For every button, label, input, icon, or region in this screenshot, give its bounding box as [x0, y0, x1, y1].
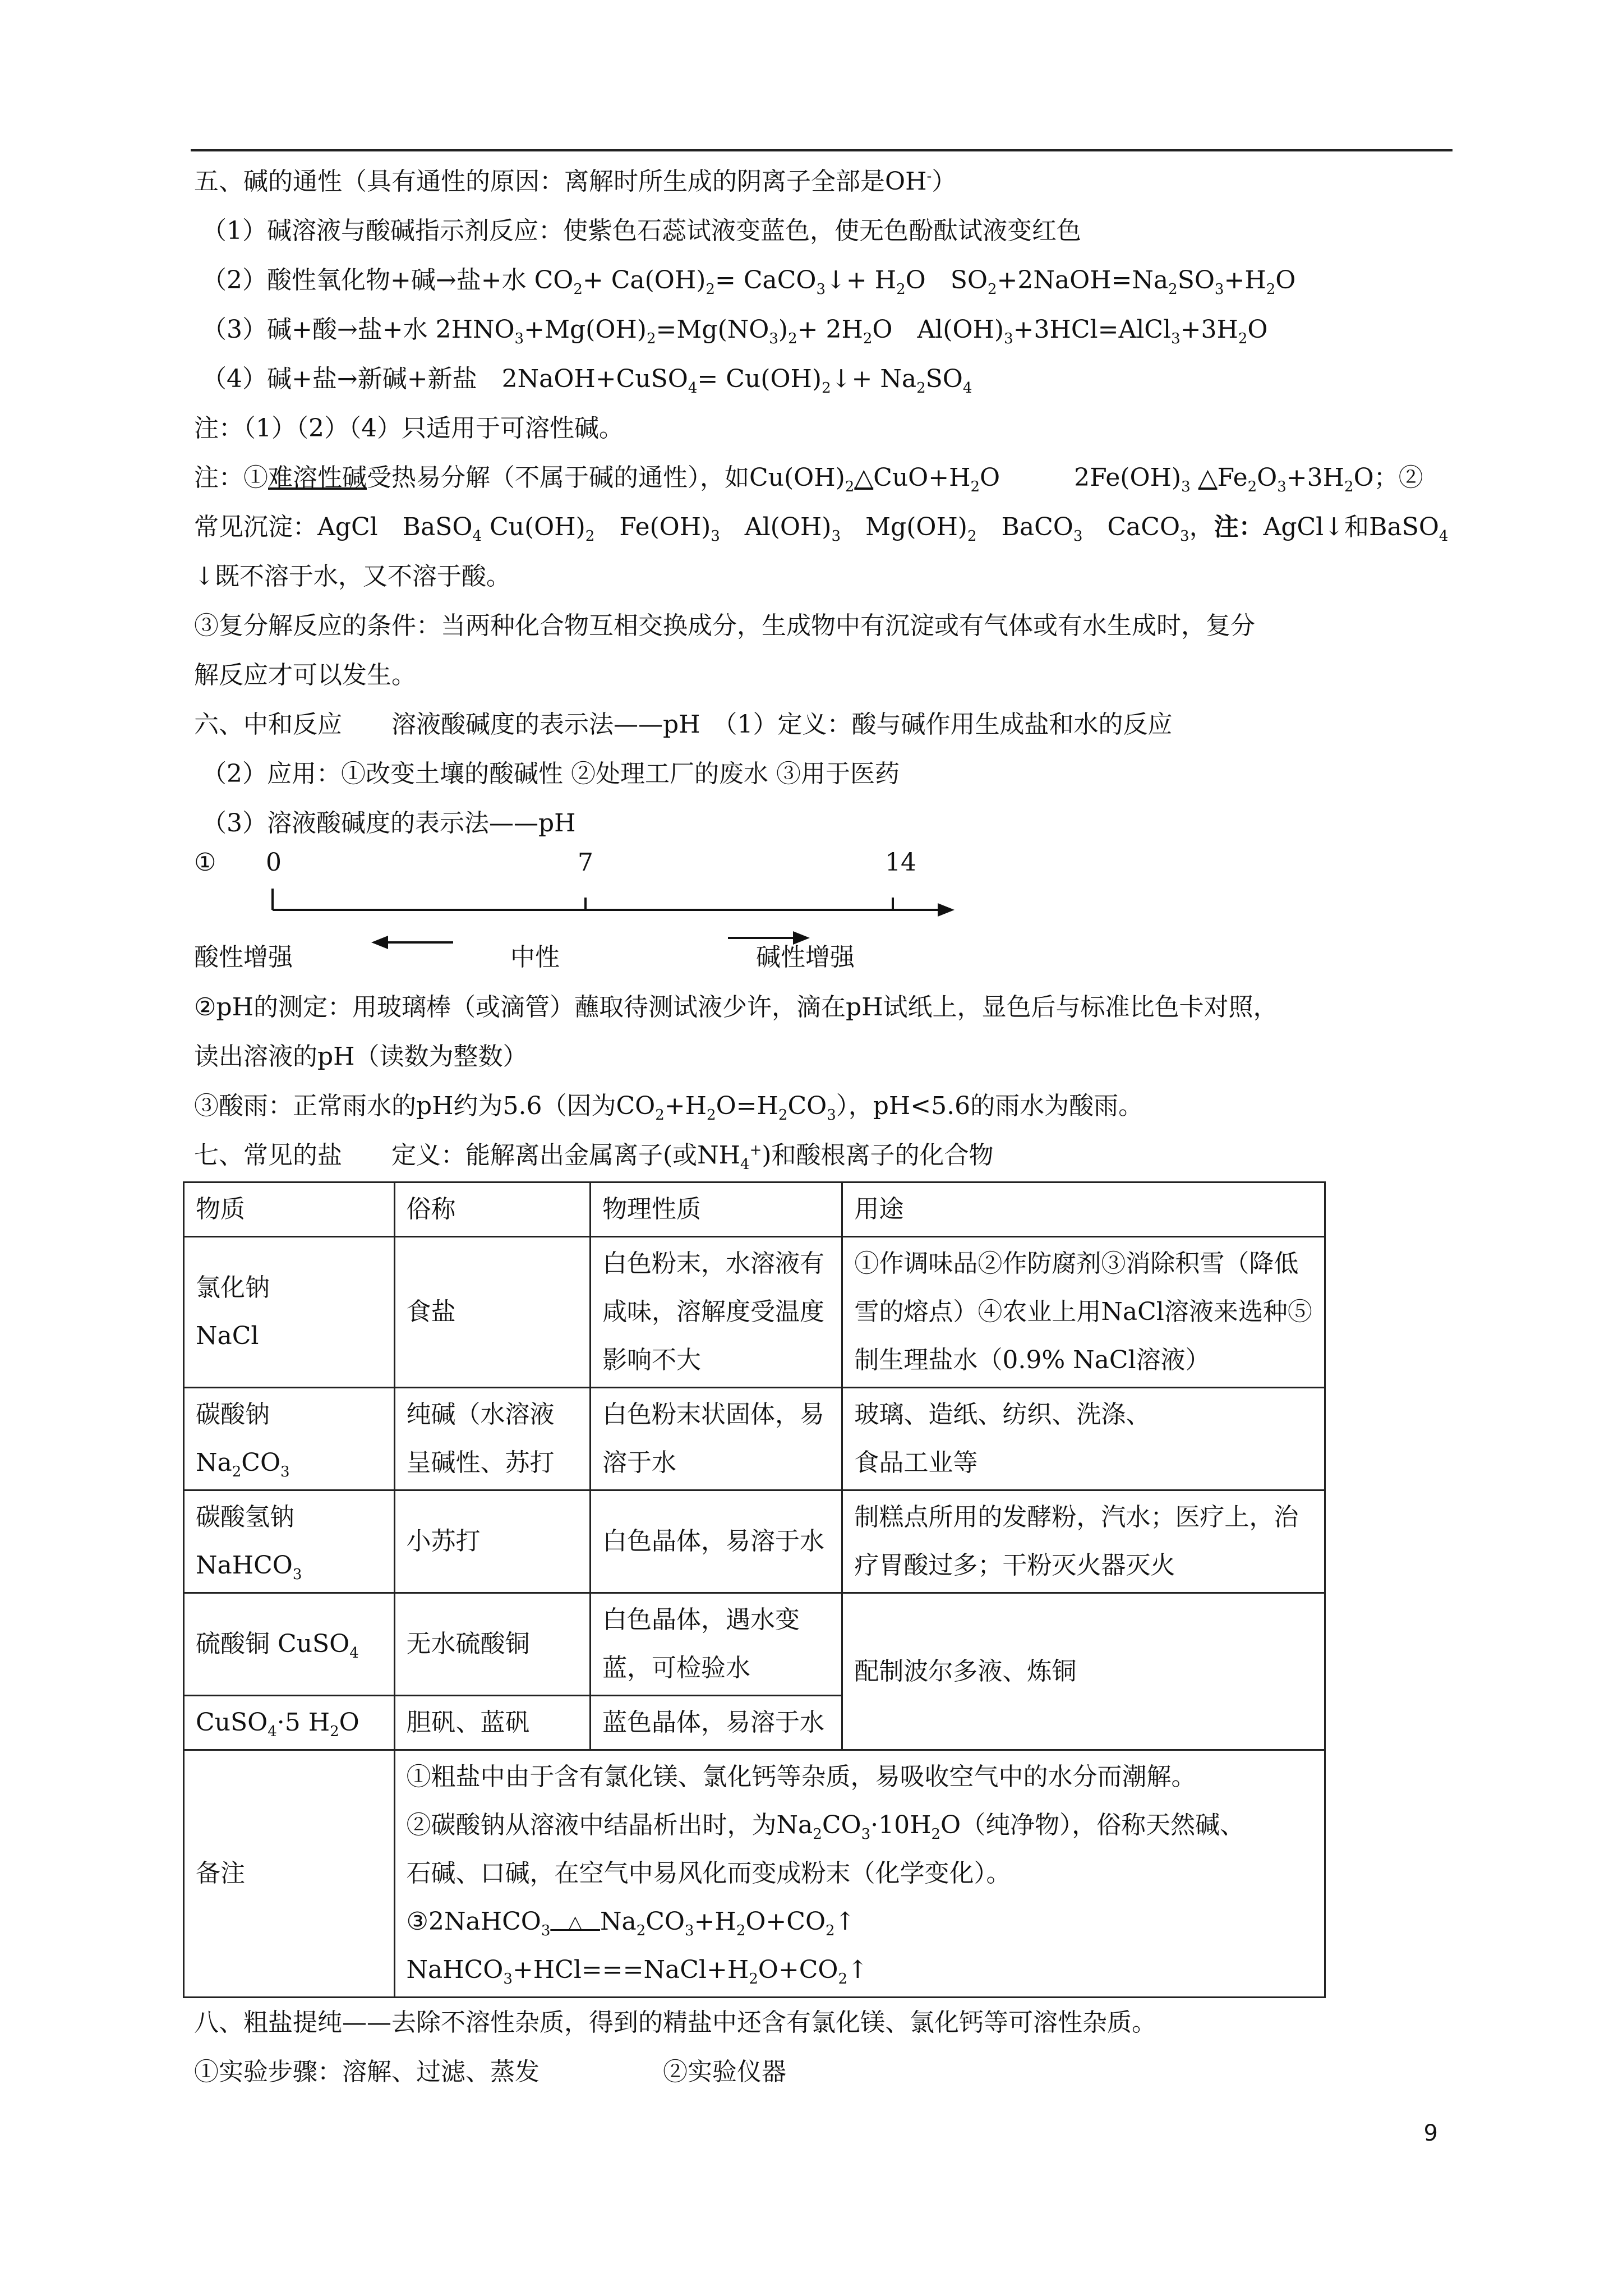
- substance-cell: 碳酸钠 $Na_2CO_3$: [184, 1388, 395, 1490]
- section-5-title: 五、碱的通性（具有通性的原因：离解时所生成的阴离子全部是OH-）: [194, 167, 957, 196]
- note-double-decomposition: ③复分解反应的条件：当两种化合物互相交换成分，生成物中有沉淀或有气体或有水生成时，复分: [194, 611, 1255, 640]
- table-row: [184, 1593, 1325, 1696]
- table-header-row: [184, 1182, 1325, 1237]
- page-content: [194, 157, 1450, 2097]
- physical-property-cell: 白色粉末状固体，易溶于水: [591, 1388, 842, 1490]
- section-6-title: 六、中和反应 溶液酸碱度的表示法——pH （1）定义：酸与碱作用生成盐和水的反应: [194, 710, 1173, 739]
- alkali-property-2: （2）酸性氧化物+碱→盐+水 $CO_2+ Ca(OH)_2=$ CaCO$_3$↓+ $H_2O$ $SO_2+2NaOH=Na_2SO_3+H_2O$: [202, 266, 1296, 298]
- alkali-property-1: （1）碱溶液与酸碱指示剂反应：使紫色石蕊试液变蓝色，使无色酚酞试液变红色: [202, 217, 1081, 245]
- header-substance: 物质: [184, 1182, 395, 1237]
- section-7-title: 七、常见的盐 定义：能解离出金属离子(或$NH_4^+$)和酸根离子的化合物: [194, 1141, 994, 1173]
- common-name-cell: 食盐: [394, 1237, 591, 1388]
- table-row-remarks: [184, 1750, 1325, 1998]
- ph-tick-0: 0: [266, 848, 282, 877]
- table-row: [184, 1490, 1325, 1593]
- header-use: 用途: [842, 1182, 1325, 1237]
- acid-stronger-label: 酸性增强: [194, 943, 293, 972]
- use-cell: 玻璃、造纸、纺织、洗涤、 食品工业等: [842, 1388, 1325, 1490]
- neutralization-application: （2）应用：①改变土壤的酸碱性 ②处理工厂的废水 ③用于医药: [202, 760, 900, 788]
- scale-marker: ①: [194, 848, 216, 877]
- section-8-title: 八、粗盐提纯——去除不溶性杂质，得到的精盐中还含有氯化镁、氯化钙等可溶性杂质。: [194, 2008, 1156, 2037]
- ph-scale-diagram: [194, 848, 1450, 983]
- note-insoluble-base: 注：①难溶性碱受热易分解（不属于碱的通性），如$Cu(OH)_2\triangle CuO+H_2O$ $2Fe(OH)_3$ $\triangle Fe_2O_3+3H_2O$；②: [194, 463, 1423, 495]
- note-precipitates: 常见沉淀：AgCl BaSO$_4$ $Cu(OH)_2$ $Fe(OH)_3$ $Al(OH)_3$ $Mg(OH)_2$ BaCO$_3$ CaCO$_3$，注：AgCl↓和BaSO$_4$: [194, 513, 1449, 545]
- ph-tick-7: 7: [578, 848, 593, 877]
- base-stronger-label: 碱性增强: [756, 943, 855, 972]
- remark-line: 石碱、口碱，在空气中易风化而变成粉末（化学变化）。: [406, 1859, 1011, 1888]
- common-name-cell: 小苏打: [394, 1490, 591, 1593]
- purification-steps: ①实验步骤：溶解、过滤、蒸发 ②实验仪器: [194, 2058, 786, 2086]
- alkali-property-3: （3）碱+酸→盐+水 $2HNO_3+Mg(OH)_2=Mg(NO_3)_2+ 2H_2O$ $Al(OH)_3+3HCl=AlCl_3+3H_2O$: [202, 315, 1268, 347]
- remark-line: ①粗盐中由于含有氯化镁、氯化钙等杂质，易吸收空气中的水分而潮解。: [406, 1763, 1196, 1791]
- common-name-cell: 无水硫酸铜: [394, 1593, 591, 1696]
- table-row: [184, 1237, 1325, 1388]
- note-soluble-base: 注：（1）（2）（4）只适用于可溶性碱。: [194, 414, 624, 443]
- use-cell: 配制波尔多液、炼铜: [842, 1593, 1325, 1750]
- physical-property-cell: 白色粉末，水溶液有咸味，溶解度受温度影响不大: [591, 1237, 842, 1388]
- common-name-cell: 胆矾、蓝矾: [394, 1696, 591, 1750]
- alkali-property-4: （4）碱+盐→新碱+新盐 2NaOH+CuSO$_4$= $Cu(OH)_2↓+ Na_2SO_4$: [202, 365, 972, 397]
- common-salts-table: [183, 1181, 1326, 1998]
- header-common-name: 俗称: [394, 1182, 591, 1237]
- substance-cell: 硫酸铜 CuSO$_4$: [184, 1593, 395, 1696]
- common-name-cell: 纯碱（水溶液呈碱性、苏打: [394, 1388, 591, 1490]
- substance-cell: CuSO$_4$·5 $H_2O$: [184, 1696, 395, 1750]
- note-precipitates-cont: ↓既不溶于水，又不溶于酸。: [194, 562, 511, 591]
- ph-notation: （3）溶液酸碱度的表示法——pH: [202, 809, 576, 838]
- note-double-decomposition-cont: 解反应才可以发生。: [194, 661, 416, 689]
- physical-property-cell: 蓝色晶体，易溶于水: [591, 1696, 842, 1750]
- acid-rain: ③酸雨：正常雨水的pH约为5.6（因为$CO_2+H_2O=H_2CO_3$），pH<5.6的雨水为酸雨。: [194, 1092, 1144, 1124]
- header-rule: [191, 149, 1453, 151]
- physical-property-cell: 白色晶体，遇水变蓝，可检验水: [591, 1593, 842, 1696]
- ph-scale-axis: [194, 876, 979, 960]
- remark-line: ③2NaHCO$_3$ △ $Na_2CO_3+H_2O+CO_2↑$ $NaHCO_3+HCl===NaCl+H_2O+CO_2↑$: [406, 1907, 880, 1987]
- table-row: [184, 1388, 1325, 1490]
- ph-measurement: ②pH的测定：用玻璃棒（或滴管）蘸取待测试液少许，滴在pH试纸上，显色后与标准比色卡对照，: [194, 993, 1278, 1022]
- remark-line: ②碳酸钠从溶液中结晶析出时，为$Na_2CO_3\cdot 10H_2O$（纯净物），俗称天然碱、: [406, 1811, 1245, 1843]
- use-cell: 制糕点所用的发酵粉，汽水；医疗上，治疗胃酸过多；干粉灭火器灭火: [842, 1490, 1325, 1593]
- neutral-label: 中性: [510, 943, 560, 972]
- remark-content-cell: [394, 1750, 1325, 1998]
- use-cell: ①作调味品②作防腐剂③消除积雪（降低雪的熔点）④农业上用NaCl溶液来选种⑤制生理盐水（0.9% NaCl溶液）: [842, 1237, 1325, 1388]
- page-number: 9: [1423, 2120, 1438, 2146]
- ph-tick-14: 14: [885, 848, 916, 877]
- header-physical-property: 物理性质: [591, 1182, 842, 1237]
- ph-measurement-cont: 读出溶液的pH（读数为整数）: [194, 1042, 528, 1071]
- substance-cell: 碳酸氢钠 NaHCO$_3$: [184, 1490, 395, 1593]
- physical-property-cell: 白色晶体，易溶于水: [591, 1490, 842, 1593]
- substance-cell: 氯化钠 NaCl: [184, 1237, 395, 1388]
- remark-label-cell: 备注: [184, 1750, 395, 1998]
